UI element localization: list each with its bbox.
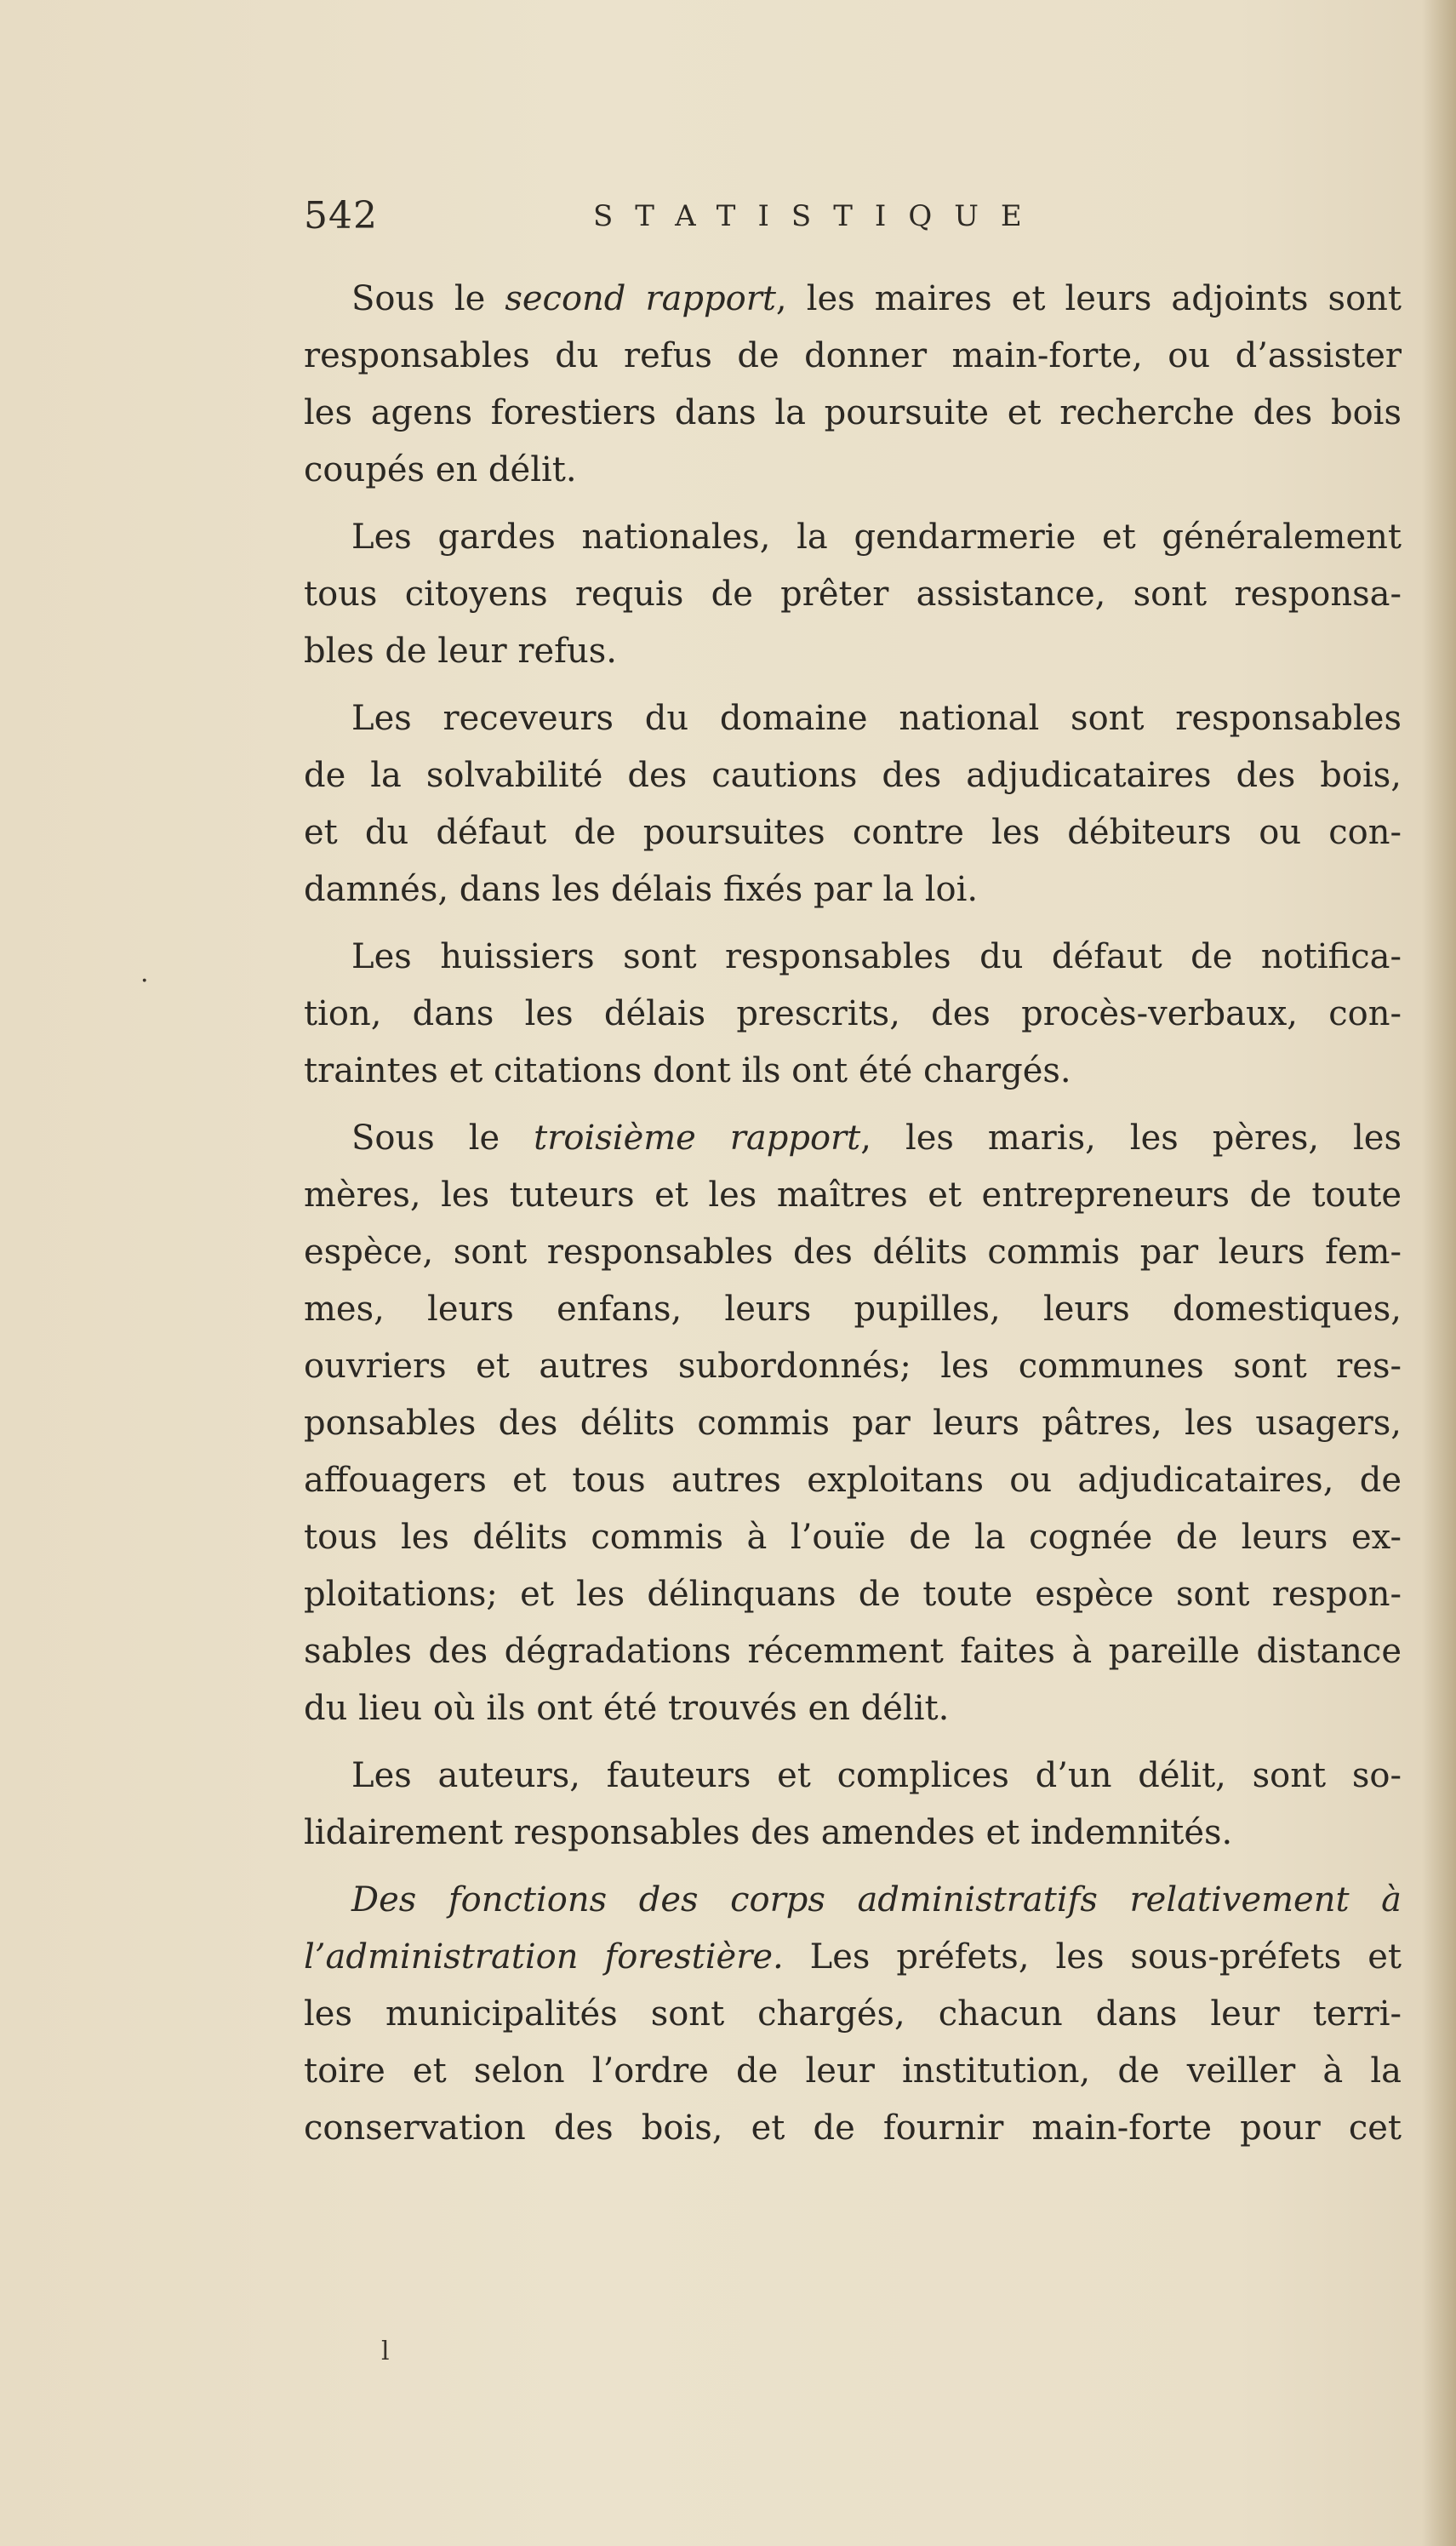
text-run: Les préfets, les sous-préfets et bbox=[783, 1937, 1402, 1977]
text-run: du lieu où ils ont été trouvés en délit. bbox=[304, 1689, 950, 1728]
page-number: 542 bbox=[304, 194, 378, 237]
text-line bbox=[304, 1167, 1402, 1224]
text-line bbox=[304, 1680, 1402, 1737]
text-run: ouvriers et autres subordonnés; les communes sont res- bbox=[304, 1347, 1402, 1386]
italic-run: l’administration forestière. bbox=[304, 1937, 784, 1977]
text-run: , les maris, les pères, les bbox=[860, 1119, 1402, 1158]
text-line bbox=[304, 566, 1402, 623]
text-line bbox=[304, 986, 1402, 1043]
stray-ink-mark: ⅼ bbox=[381, 2337, 390, 2366]
text-line bbox=[304, 509, 1402, 566]
text-line bbox=[304, 929, 1402, 986]
text-run: tous citoyens requis de prêter assistance, sont responsa- bbox=[304, 575, 1402, 614]
text-run: Les auteurs, fauteurs et complices d’un délit, sont so- bbox=[351, 1756, 1402, 1795]
italic-run: Des fonctions des corps administratifs relativement à bbox=[351, 1880, 1402, 1920]
text-run: mes, leurs enfans, leurs pupilles, leurs domestiques, bbox=[304, 1290, 1402, 1329]
text-line bbox=[304, 690, 1402, 747]
text-line bbox=[304, 2043, 1402, 2100]
text-line bbox=[304, 1043, 1402, 1100]
running-title: STATISTIQUE bbox=[593, 199, 1044, 233]
text-line bbox=[304, 747, 1402, 804]
text-run: Sous le bbox=[351, 279, 505, 318]
text-run: et du défaut de poursuites contre les débiteurs ou con- bbox=[304, 813, 1402, 852]
text-run: lidairement responsables des amendes et indemnités. bbox=[304, 1813, 1233, 1852]
text-line bbox=[304, 1872, 1402, 1929]
text-line bbox=[304, 1395, 1402, 1452]
text-line bbox=[304, 1110, 1402, 1167]
text-line bbox=[304, 1281, 1402, 1338]
body-text bbox=[304, 271, 1402, 2157]
text-run: sables des dégradations récemment faites à pareille distance bbox=[304, 1632, 1402, 1671]
text-run: Les receveurs du domaine national sont responsables bbox=[351, 699, 1402, 738]
text-run: mères, les tuteurs et les maîtres et entrepreneurs de toute bbox=[304, 1176, 1402, 1215]
text-run: les municipalités sont chargés, chacun dans leur terri- bbox=[304, 1994, 1402, 2034]
text-run: traintes et citations dont ils ont été chargés. bbox=[304, 1051, 1071, 1090]
text-run: de la solvabilité des cautions des adjudicataires des bois, bbox=[304, 756, 1402, 795]
text-line bbox=[304, 623, 1402, 680]
text-line bbox=[304, 1986, 1402, 2043]
text-run: , les maires et leurs adjoints sont bbox=[775, 279, 1402, 318]
text-line bbox=[304, 2100, 1402, 2157]
text-run: Les gardes nationales, la gendarmerie et généralement bbox=[351, 518, 1402, 557]
text-run: damnés, dans les délais fixés par la loi. bbox=[304, 870, 979, 909]
text-run: tion, dans les délais prescrits, des procès-verbaux, con- bbox=[304, 994, 1402, 1033]
text-run: conservation des bois, et de fournir main-forte pour cet bbox=[304, 2108, 1402, 2148]
text-line bbox=[304, 1338, 1402, 1395]
text-run: bles de leur refus. bbox=[304, 632, 617, 671]
text-line bbox=[304, 804, 1402, 861]
text-run: Les huissiers sont responsables du défaut de notifica- bbox=[351, 937, 1402, 976]
text-line bbox=[304, 385, 1402, 442]
text-line bbox=[304, 1748, 1402, 1805]
text-line bbox=[304, 1805, 1402, 1862]
text-run: ploitations; et les délinquans de toute espèce sont respon- bbox=[304, 1575, 1402, 1614]
text-run: coupés en délit. bbox=[304, 450, 577, 489]
text-run: affouagers et tous autres exploitans ou adjudicataires, de bbox=[304, 1461, 1402, 1500]
text-line bbox=[304, 328, 1402, 385]
italic-run: troisième rapport bbox=[534, 1119, 861, 1158]
text-line bbox=[304, 1566, 1402, 1623]
stray-ink-mark: · bbox=[140, 966, 149, 996]
text-run: responsables du refus de donner main-forte, ou d’assister bbox=[304, 336, 1402, 375]
text-run: ponsables des délits commis par leurs pâtres, les usagers, bbox=[304, 1404, 1402, 1443]
text-line bbox=[304, 861, 1402, 918]
text-run: tous les délits commis à l’ouïe de la cognée de leurs ex- bbox=[304, 1518, 1402, 1557]
text-line bbox=[304, 1623, 1402, 1680]
text-run: toire et selon l’ordre de leur institution, de veiller à la bbox=[304, 2051, 1402, 2091]
page-header bbox=[304, 194, 1155, 245]
text-line bbox=[304, 1452, 1402, 1509]
page-edge-shadow bbox=[1422, 0, 1456, 2546]
text-line bbox=[304, 1509, 1402, 1566]
text-line bbox=[304, 1224, 1402, 1281]
text-run: espèce, sont responsables des délits commis par leurs fem- bbox=[304, 1233, 1402, 1272]
text-run: Sous le bbox=[351, 1119, 534, 1158]
text-line bbox=[304, 271, 1402, 328]
text-line bbox=[304, 1929, 1402, 1986]
text-run: les agens forestiers dans la poursuite et recherche des bois bbox=[304, 393, 1402, 432]
text-line bbox=[304, 442, 1402, 499]
italic-run: second rapport bbox=[505, 279, 776, 318]
